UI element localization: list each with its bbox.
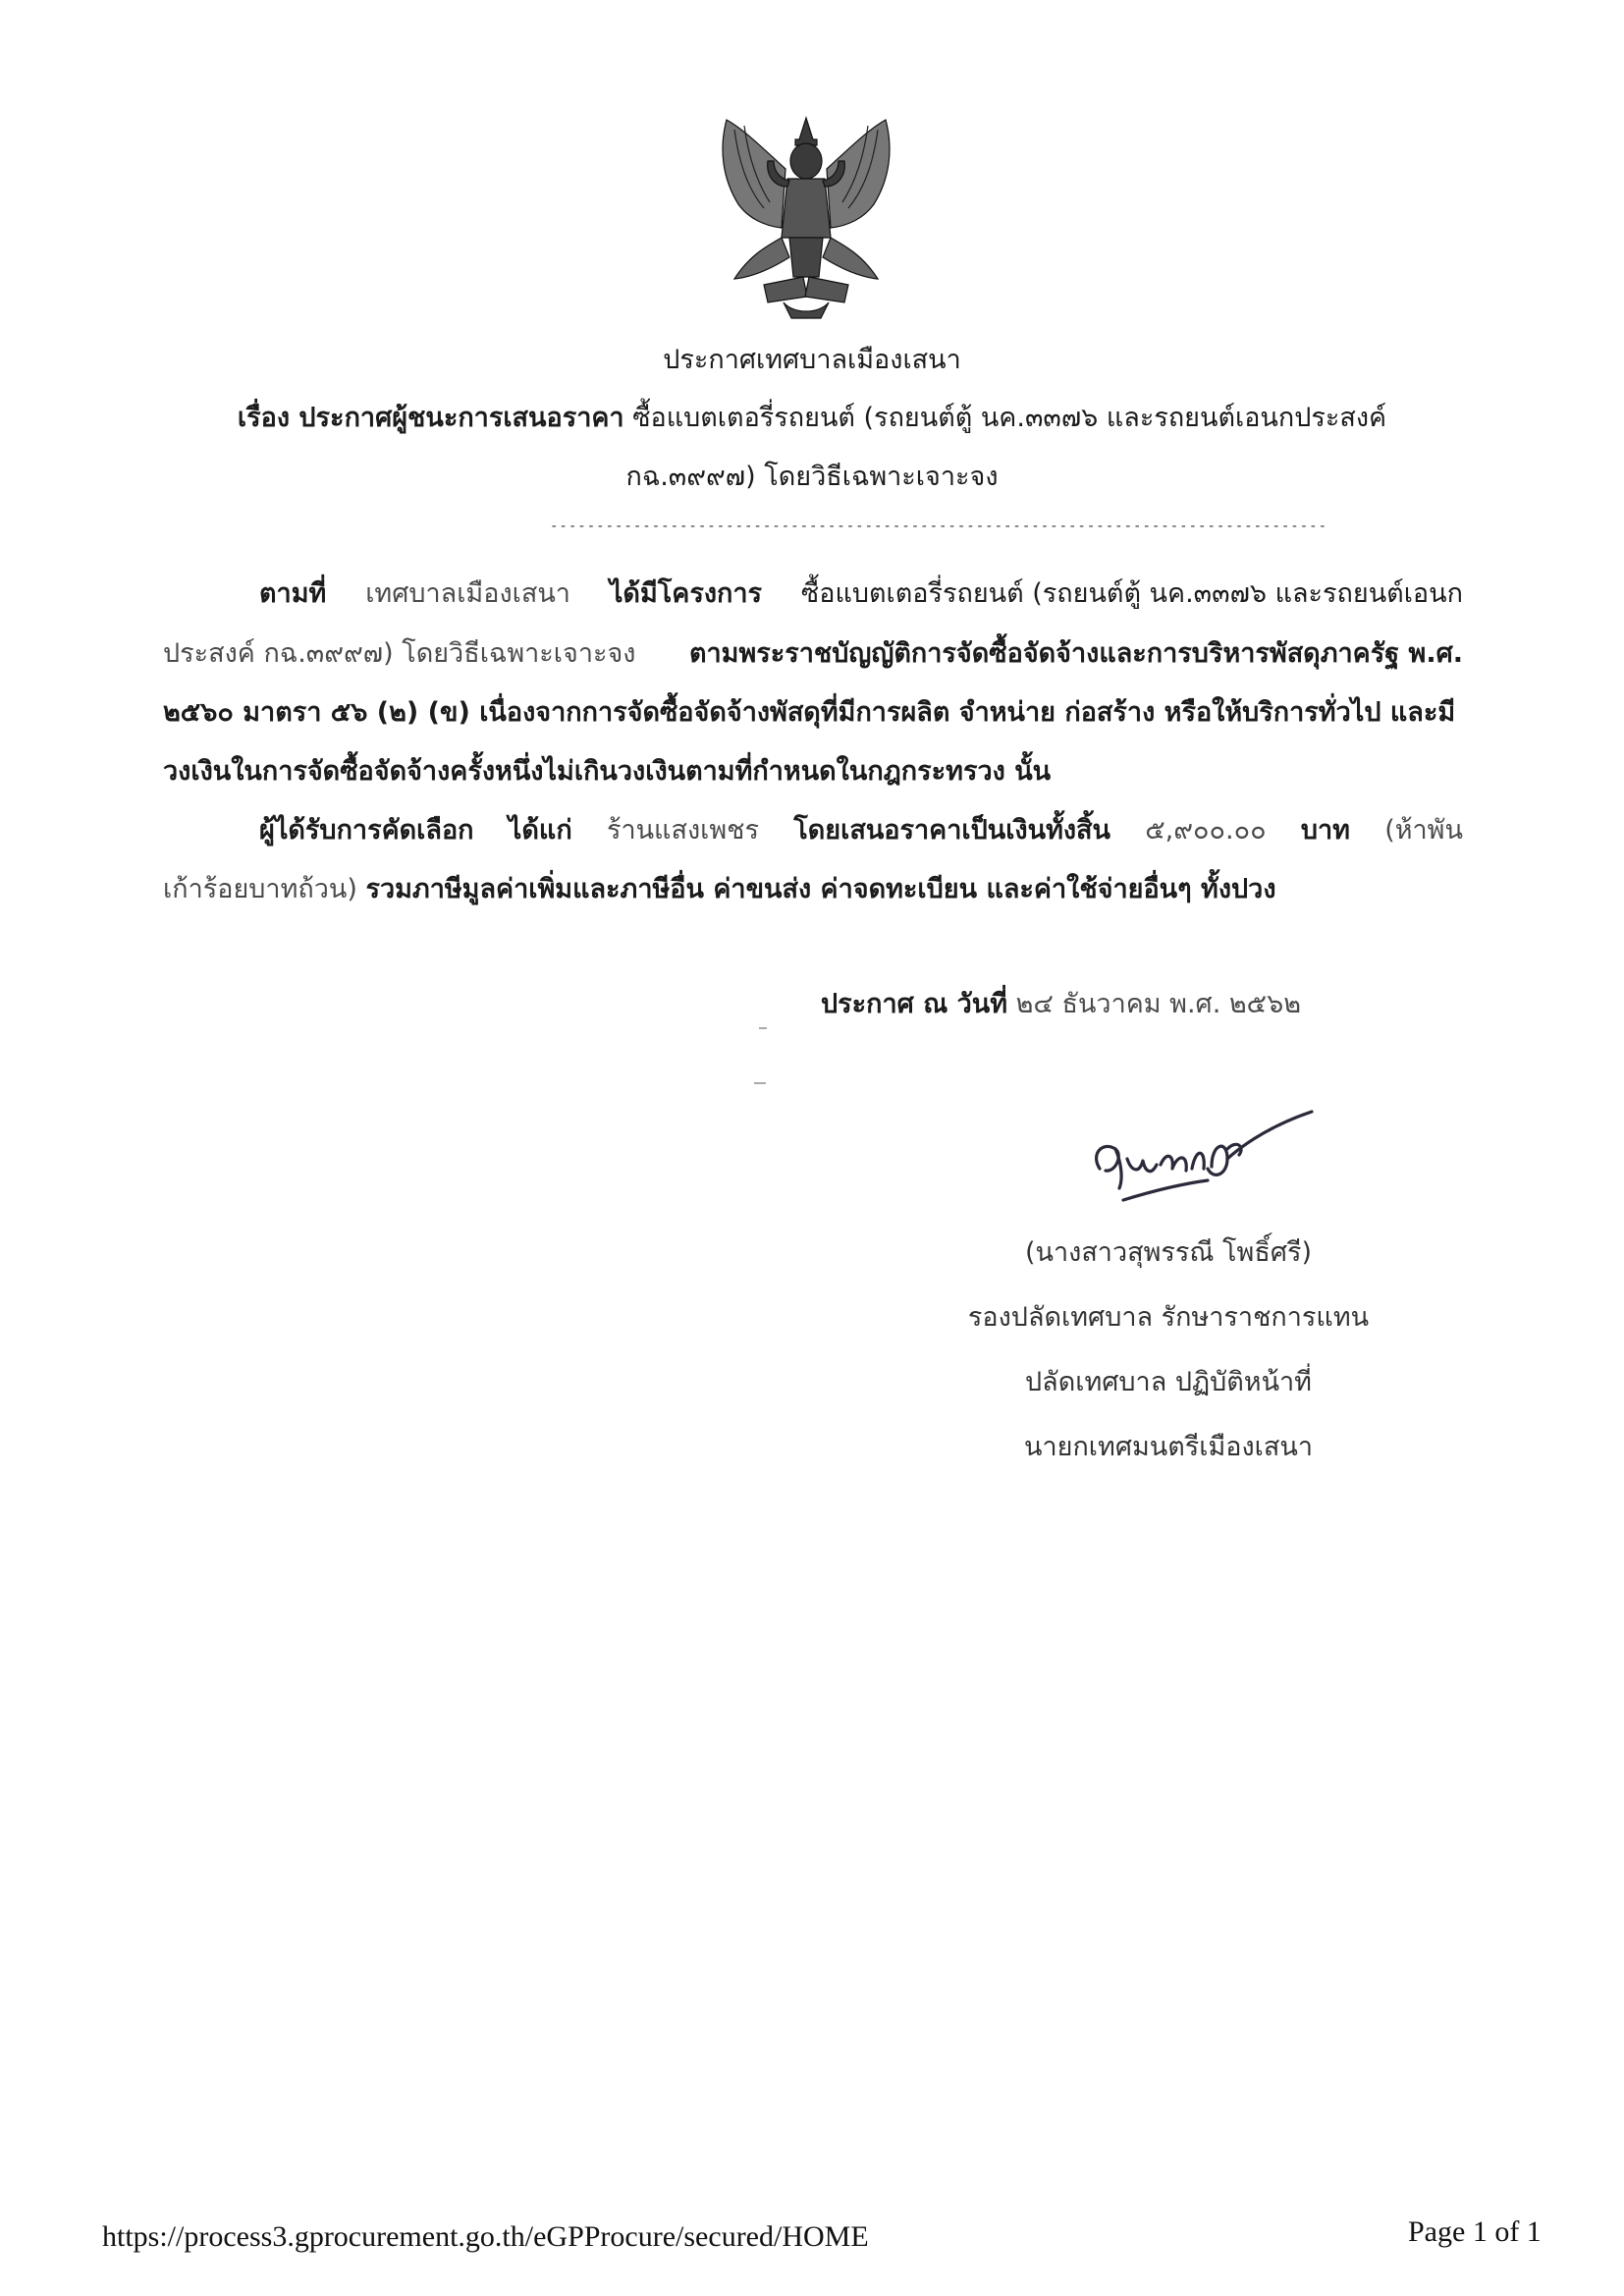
footer-page-number: Page 1 of 1 — [1408, 2215, 1542, 2248]
subject-label: เรื่อง ประกาศผู้ชนะการเสนอราคา — [237, 403, 624, 433]
paragraph-1-line-3: ๒๕๖๐ มาตรา ๕๖ (๒) (ข) เนื่องจากการจัดซื้อจัดจ้างพัสดุที่มีการผลิต จำหน่าย ก่อสร้าง หรือให้บริการทั่วไป และมี — [163, 697, 1456, 728]
p2-amount-words-start: (ห้าพัน — [1384, 815, 1463, 846]
garuda-emblem-icon — [705, 110, 907, 320]
signatory-title-2: ปลัดเทศบาล ปฏิบัติหน้าที่ — [1025, 1367, 1312, 1397]
paragraph-1-line-2 — [163, 634, 1463, 674]
p2-selected-label: ผู้ได้รับการคัดเลือก — [259, 815, 474, 846]
paragraph-1-line-4: วงเงินในการจัดซื้อจัดจ้างครั้งหนึ่งไม่เกินวงเงินตามที่กำหนดในกฎกระทรวง นั้น — [163, 756, 1052, 787]
signatory-title-1: รองปลัดเทศบาล รักษาราชการแทน — [967, 1302, 1370, 1333]
subject-text: ซื้อแบตเตอรี่รถยนต์ (รถยนต์ตู้ นค.๓๓๗๖ และรถยนต์เอนกประสงค์ — [632, 403, 1387, 433]
p2-inclusions: รวมภาษีมูลค่าเพิ่มและภาษีอื่น ค่าขนส่ง ค่าจดทะเบียน และค่าใช้จ่ายอื่นๆ ทั้งปวง — [365, 874, 1276, 904]
paragraph-2-line-2 — [163, 870, 1276, 909]
p2-amount: ๕,๙๐๐.๐๐ — [1145, 815, 1267, 846]
signatory-title-3: นายกเทศมนตรีเมืองเสนา — [1024, 1432, 1313, 1462]
scan-speck — [759, 1027, 767, 1029]
divider: ------------------------------------------------------------------------------------ — [550, 519, 1328, 534]
p1-ref: ตามที่ — [259, 578, 327, 609]
date-value: ๒๔ ธันวาคม พ.ศ. ๒๕๖๒ — [1015, 989, 1302, 1019]
handwritten-signature — [1080, 1090, 1326, 1218]
scan-speck — [754, 1082, 766, 1084]
paragraph-1-line-1 — [259, 574, 1463, 614]
footer-url: https://process3.gprocurement.go.th/eGPProcure/secured/HOME — [102, 2220, 869, 2253]
subject-line — [0, 399, 1624, 438]
p1-agency: เทศบาลเมืองเสนา — [365, 578, 570, 609]
announcement-org: ประกาศเทศบาลเมืองเสนา — [663, 345, 961, 375]
subject-continuation: กฉ.๓๙๙๗) โดยวิธีเฉพาะเจาะจง — [625, 462, 999, 492]
p2-currency: บาท — [1300, 815, 1350, 846]
date-label: ประกาศ ณ วันที่ — [821, 989, 1008, 1019]
p1-project: ซื้อแบตเตอรี่รถยนต์ (รถยนต์ตู้ นค.๓๓๗๖ และรถยนต์เอนก — [800, 578, 1463, 609]
p2-winner-label: ได้แก่ — [508, 815, 572, 846]
p1-project-label: ได้มีโครงการ — [609, 578, 763, 609]
p2-offer-label: โดยเสนอราคาเป็นเงินทั้งสิ้น — [793, 815, 1110, 846]
paragraph-2-line-1 — [259, 811, 1463, 850]
p1-line2-a: ประสงค์ กฉ.๓๙๙๗) โดยวิธีเฉพาะเจาะจง — [163, 638, 636, 669]
p1-line2-b: ตามพระราชบัญญัติการจัดซื้อจัดจ้างและการบริหารพัสดุภาครัฐ พ.ศ. — [688, 638, 1463, 669]
p2-winner: ร้านแสงเพชร — [606, 815, 759, 846]
announcement-date — [821, 985, 1301, 1024]
p2-amount-words-end: เก้าร้อยบาทถ้วน) — [163, 874, 357, 904]
signatory-name: (นางสาวสุพรรณี โพธิ์ศรี) — [1024, 1237, 1312, 1268]
